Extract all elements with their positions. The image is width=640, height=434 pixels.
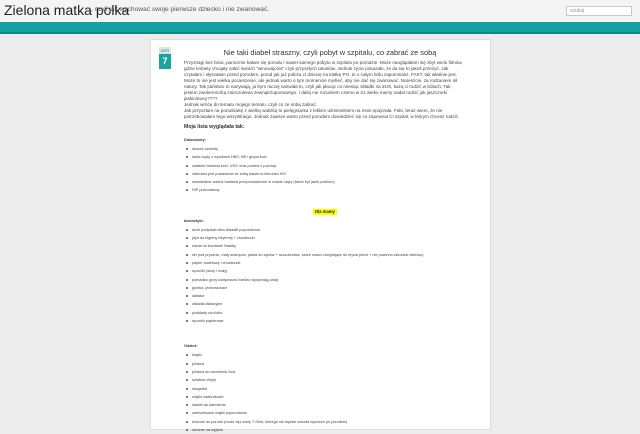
blog-description: , czyli jak wychować swoje pierwsze dziecko i nie zwariować. <box>91 6 270 13</box>
post-paragraph: Jednak wróćę do tematu mojego tematu, czyli co ze sobą zabrać. <box>184 102 318 107</box>
list-item: wacik na bocianek Nadaly <box>192 242 466 250</box>
list-item: dowód osobisty <box>192 145 466 153</box>
list-item: karta ciąży z wynikami HBS, HB i grupa krwi <box>192 153 466 161</box>
list-item: koszule do porodu (może być stary T-Shirt, którego nie będzie szkoda wyrzucić po porodzie) <box>192 418 466 426</box>
list-item: zalecana jest posiadanie ze sobą badań w kierunku HIV <box>192 170 466 178</box>
list-item: ewentualne ważne badania przeprowadzone w czasie ciąży (także byt jakiś problem) <box>192 178 466 186</box>
list-item: piżama <box>192 360 466 368</box>
list-item: skarpetki <box>192 385 466 393</box>
clothing-list <box>184 351 466 434</box>
list-item: laktator <box>192 292 466 300</box>
list-item: płyn do higieny intymnej + chusteczki <box>192 234 466 242</box>
list-item: staniki do karmienia <box>192 401 466 409</box>
section-heading-for-mom: Dla mamy <box>315 208 335 214</box>
list-heading: Moja lista wyglądała tak: <box>184 124 245 130</box>
list-item: ręczniki papierowe <box>192 317 466 325</box>
post-lead-paragraph: Przyznaję bez bicia, panicznie bałam się porodu i nawet samego pobytu w szpitalu po porodzie. Może naoglądałam się zbyt wielu filmów, gdzie kobiety chcąały zabić swoich "winowajców" czyli przyszłych tatusiów. Jednak życie pokazało, że da się to jakoś przeżyć. Jak czytałam i słyszałam przed porodem, porod jak już położa ci dziecię na klatkę PO, to o całym bólu zapominasz. FAKT, tak właśnie jest. Może to nie jest wielka pocieszenie, ale jednak warto o tym momencie myśleć, aby nie dać się zwariować. Nareszcie, za rodzaniem sił natury. Tak państwo to nazywają, ja bym raczej nazwała to, czyli jak płacąc co miesiąc składki na ZUS, każą ci rodzić w bólach. Tak, jestem zwolenniczką znieczulenia zewnątrzoponowego. I dalej nie rozumiem czemu w 21 wieku mamy nadal rodzić jak jaszczurki jaskiniowcy???? <box>184 60 463 101</box>
list-item: ubranie na wyjście <box>192 426 466 434</box>
list-item: NIP pracodawcy <box>192 186 466 194</box>
list-item: papier toaletowy i chusteczki <box>192 259 466 267</box>
list-item: żel pod prysznic, mały szampon, pasta do zębów + szczoteczka, szare maści chwytające do mycia piersi + nie powinno szkodzić dziecku) <box>192 251 466 259</box>
list-item: piżama do karmienia 2szt. <box>192 368 466 376</box>
cosmetics-list <box>184 226 466 326</box>
post-title[interactable]: Nie taki diabeł straszny, czyli pobyt w szpitalu, co zabrać ze sobą <box>223 48 437 57</box>
section-label-cosmetics: kosmetyki: <box>184 218 204 223</box>
date-day: 7 <box>159 54 171 69</box>
post-card <box>150 39 491 433</box>
date-month: APR <box>160 48 170 53</box>
post-paragraph: Jak przyszłam na porodówkę z wielką walizką to pielęgniarka z lekkim uśmieszkiem na mnie spojrzała. Fakt, teraz wiem, że nie potrzebowałam tego wszystkiego. Jednak zawsze warto przed porodem dowiedzieć się co zapewnia Ci szpital, w którym chcesz rodzić. <box>184 108 460 119</box>
blog-title[interactable]: Zielona matka polka <box>4 2 130 18</box>
header-accent-bar <box>0 22 640 32</box>
list-item: podkłady na łóżko <box>192 309 466 317</box>
section-label-documents: Dokumenty: <box>184 138 206 142</box>
list-item: zamszekowe majtki poporodowe <box>192 409 466 417</box>
list-item: pomadka (przy oddychaniu bardzo wysychają usta) <box>192 276 466 284</box>
post-body <box>184 60 466 434</box>
list-item: majtki siateczkowe <box>192 393 466 401</box>
search-input[interactable]: szukaj <box>566 6 632 16</box>
list-item: klapki <box>192 351 466 359</box>
documents-list <box>184 145 466 195</box>
header-accent-shadow <box>0 32 640 34</box>
blog-header <box>0 0 640 23</box>
list-item: duże podpaski albo wkładki poporodowe <box>192 226 466 234</box>
list-item: gumka, jednorazowe <box>192 284 466 292</box>
list-item: ręczniki (duży i mały) <box>192 267 466 275</box>
list-item: wkładki laktacyjne <box>192 300 466 308</box>
list-item: szlafrok ciepły <box>192 376 466 384</box>
date-badge <box>159 47 171 69</box>
section-label-clothing: Odzież: <box>184 344 198 349</box>
list-item: ostatnie badania krwi, USG oraz posiew z pochwy <box>192 162 466 170</box>
